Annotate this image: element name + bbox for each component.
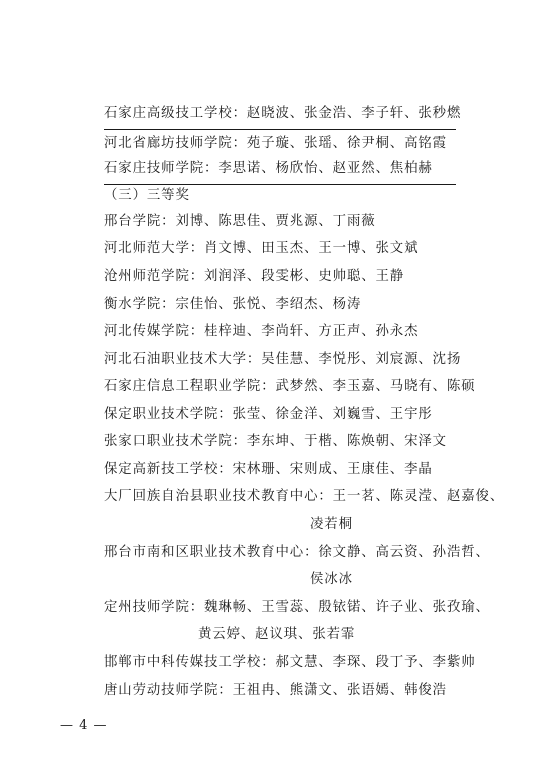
- award-line-continuation: 凌若桐: [310, 517, 353, 532]
- award-line: 张家口职业技术学院：李东坤、于楷、陈焕朝、宋泽文: [104, 434, 447, 449]
- divider-rule: [104, 129, 456, 130]
- award-line-continuation: 黄云婷、赵议琪、张若霏: [198, 627, 356, 642]
- divider-rule: [104, 184, 456, 185]
- section-heading-third-prize: （三）三等奖: [104, 188, 190, 203]
- award-line: 邢台学院：刘博、陈思佳、贾兆源、丁雨薇: [104, 214, 376, 229]
- award-line: 河北石油职业技术大学：吴佳慧、李悦彤、刘宸源、沈扬: [104, 352, 462, 367]
- award-line: 大厂回族自治县职业技术教育中心：王一茗、陈灵滢、赵嘉俊、: [104, 489, 505, 504]
- award-line: 衡水学院：宗佳怡、张悦、李绍杰、杨涛: [104, 297, 362, 312]
- award-line: 河北师范大学：肖文博、田玉杰、王一博、张文斌: [104, 241, 419, 256]
- award-line: 石家庄高级技工学校：赵晓波、张金浩、李子轩、张秒燃: [104, 106, 462, 121]
- page-number: — 4 —: [60, 718, 108, 733]
- award-line: 邢台市南和区职业技术教育中心：徐文静、高云资、孙浩哲、: [104, 545, 490, 560]
- award-line: 河北传媒学院：桂梓迪、李尚轩、方正声、孙永杰: [104, 324, 419, 339]
- award-line: 唐山劳动技师学院：王祖冉、熊潇文、张语嫣、韩俊浩: [104, 683, 447, 698]
- award-line: 保定高新技工学校：宋林珊、宋则成、王康佳、李晶: [104, 462, 433, 477]
- award-line: 保定职业技术学院：张莹、徐金洋、刘巍雪、王宇彤: [104, 407, 433, 422]
- award-line: 石家庄信息工程职业学院：武梦然、李玉嘉、马晓有、陈硕: [104, 379, 476, 394]
- award-line: 石家庄技师学院：李思诺、杨欣怡、赵亚然、焦柏赫: [104, 161, 433, 176]
- award-line-continuation: 侯冰冰: [310, 572, 353, 587]
- award-line: 邯郸市中科传媒技工学校：郝文慧、李琛、段丁予、李紫帅: [104, 655, 476, 670]
- award-line: 河北省廊坊技师学院：苑子璇、张瑶、徐尹桐、高铭霞: [104, 136, 447, 151]
- award-line: 定州技师学院：魏琳畅、王雪蕊、殷铱锘、许子业、张孜瑜、: [104, 600, 490, 615]
- award-line: 沧州师范学院：刘润泽、段雯彬、史帅聪、王静: [104, 269, 405, 284]
